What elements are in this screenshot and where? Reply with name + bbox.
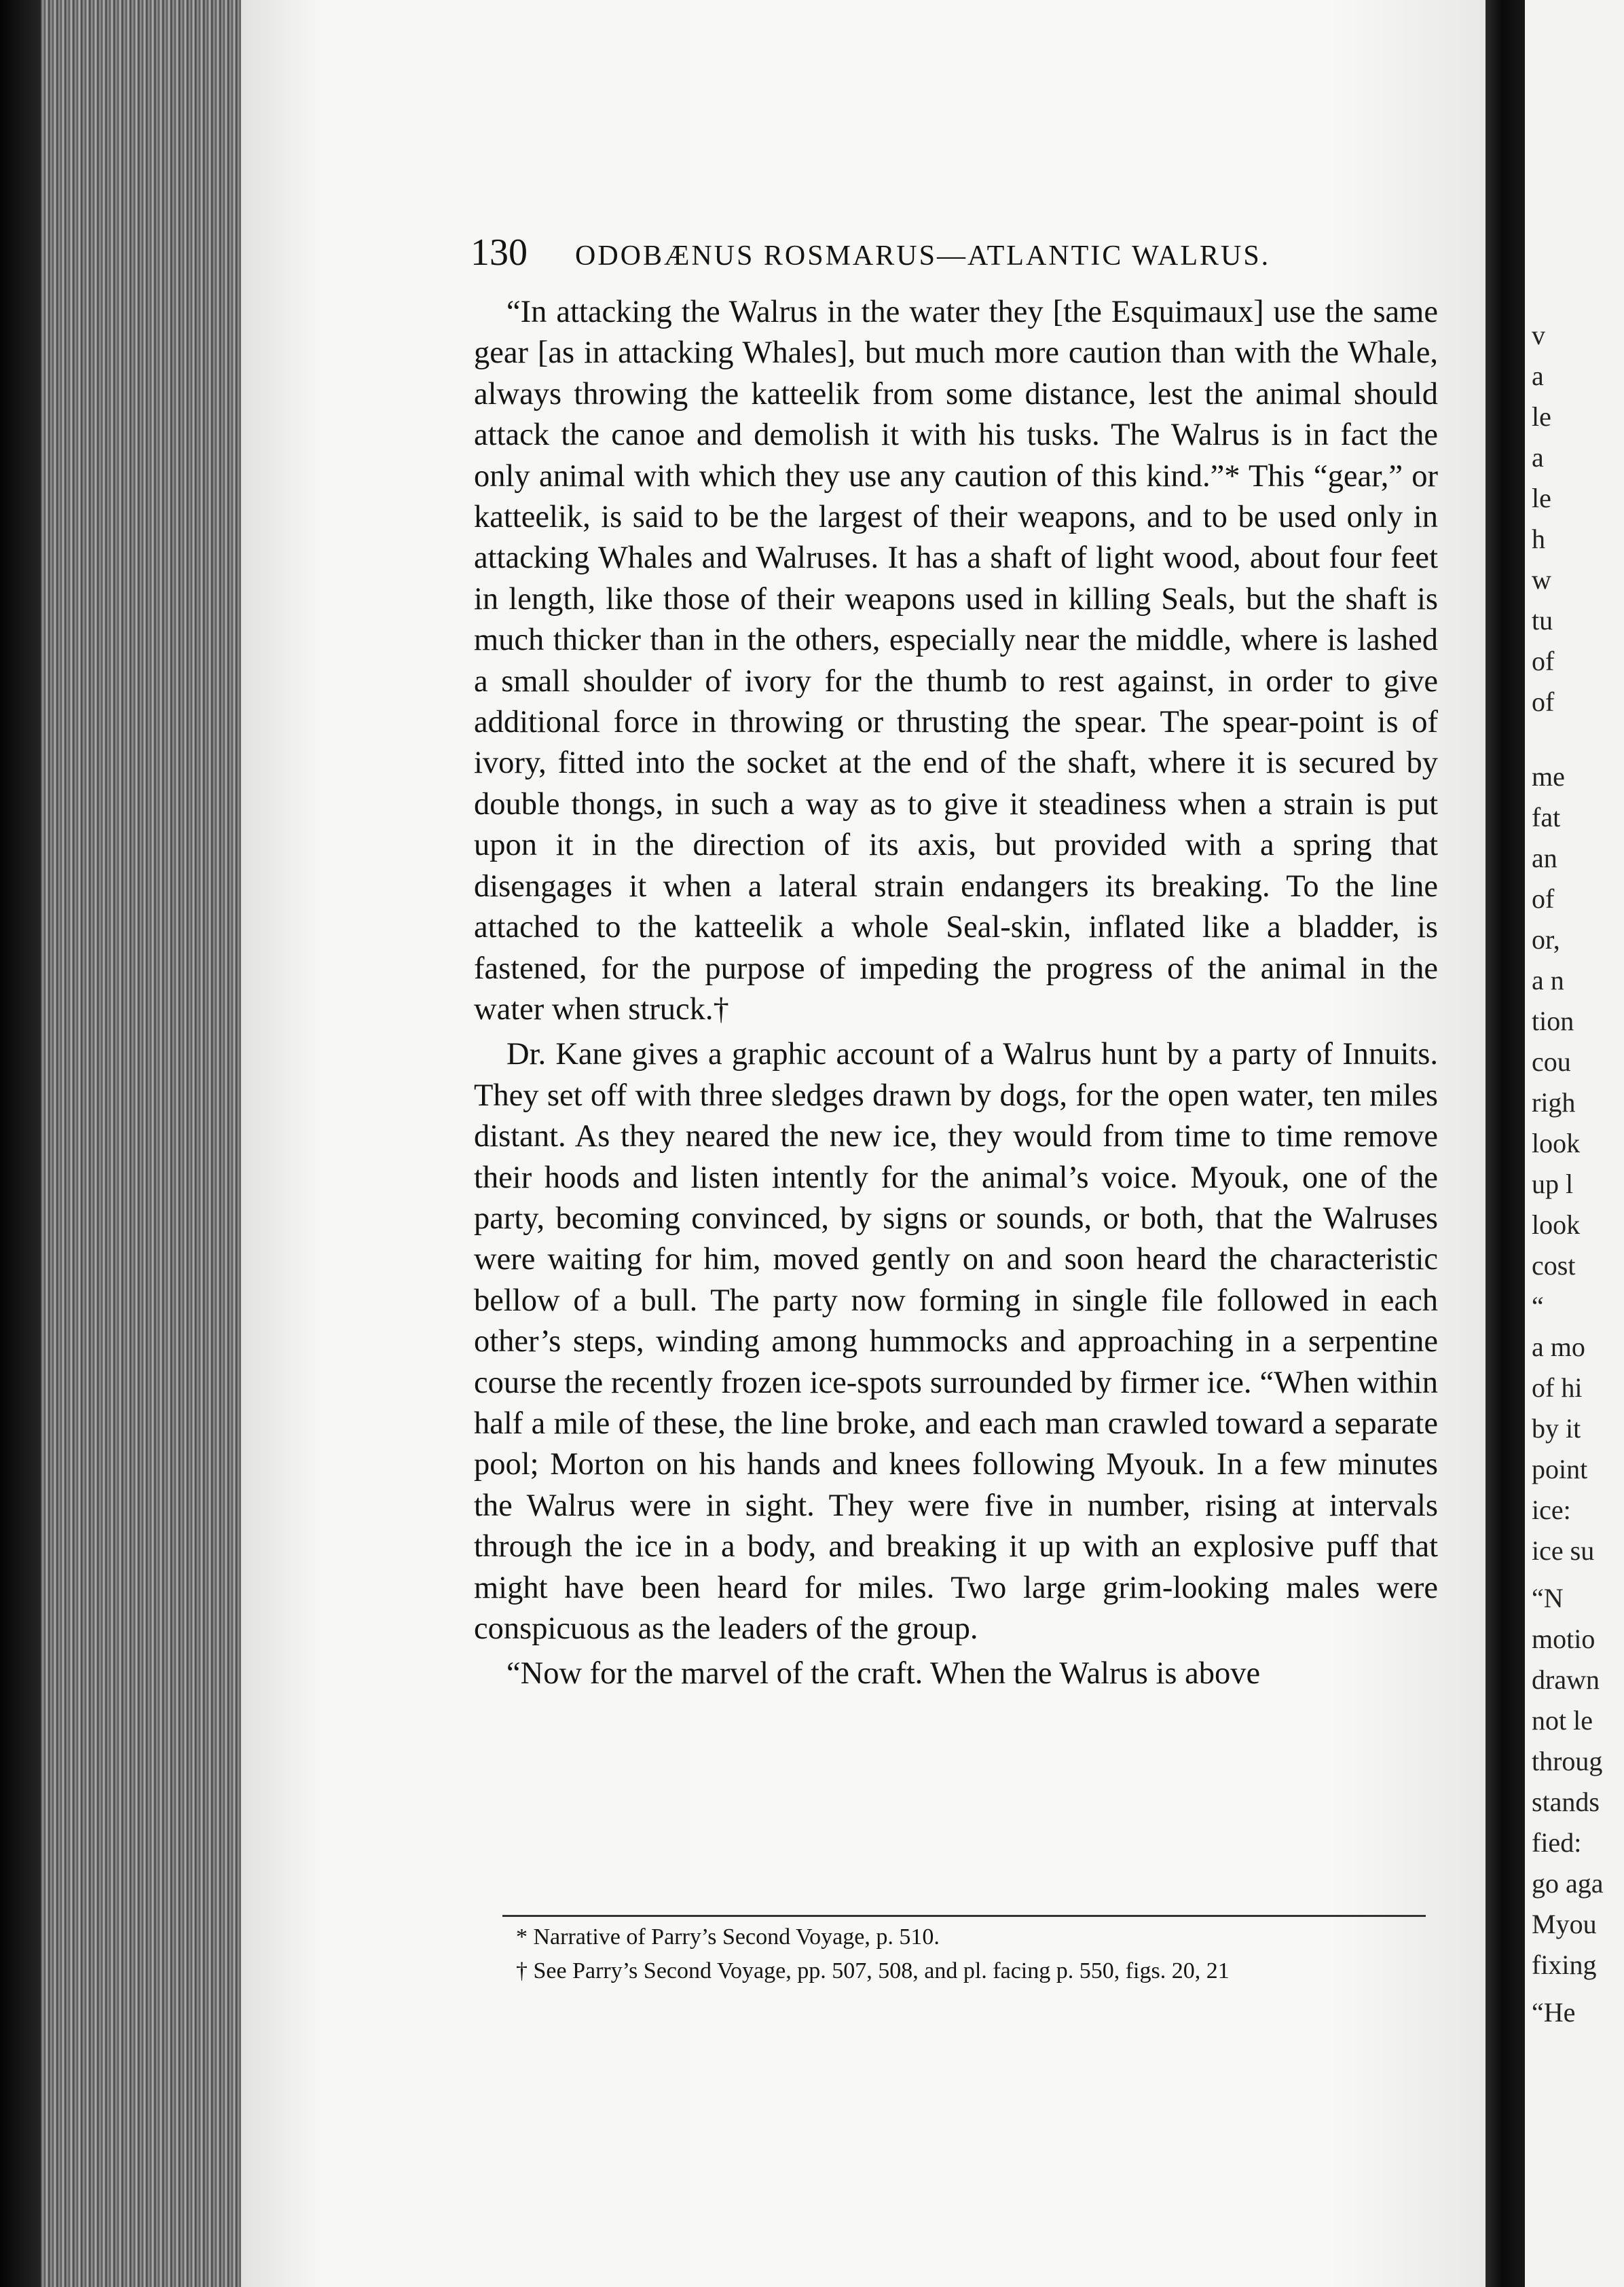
- paragraph: “Now for the marvel of the craft. When the Walrus is above: [506, 1656, 1261, 1691]
- footnote: * Narrative of Parry’s Second Voyage, p. 510.: [516, 1924, 940, 1950]
- body-text: [474, 292, 1438, 1699]
- facing-page-text-fragment: a mo: [1532, 1332, 1585, 1362]
- facing-page-text-fragment: throug: [1532, 1746, 1603, 1776]
- book-gutter: [1485, 0, 1528, 2287]
- paragraph: Dr. Kane gives a graphic account of a Walrus hunt by a party of Innuits. They set off with three sledges drawn by dogs, for the open water, ten miles distant. As they neared the new ice, they would from time to time remove their hoods and listen intently for the animal’s voice. Myouk, one of the party, becoming convinced, by signs or sounds, or both, that the Walruses were waiting for him, moved gently on and soon heard the characteristic bellow of a bull. The party now forming in single file followed in each other’s steps, winding among hummocks and approaching in a serpentine course the recently frozen ice-spots surrounded by firmer ice. “When within half a mile of these, the line broke, and each man crawled toward a separate pool; Morton on his hands and knees following Myouk. In a few minutes the Walrus were in sight. They were five in number, rising at intervals through the ice in a body, and breaking it up with an explosive puff that might have been heard for miles. Two large grim-looking males were conspicuous as the leaders of the group.: [474, 1037, 1438, 1646]
- facing-page-text-fragment: or,: [1532, 924, 1560, 955]
- facing-page-text-fragment: tu: [1532, 605, 1553, 636]
- facing-page-text-fragment: “He: [1532, 1997, 1576, 2028]
- footnote-rule: [502, 1915, 1426, 1917]
- book-page-edges: [41, 0, 244, 2287]
- facing-page-text-fragment: an: [1532, 843, 1557, 873]
- facing-page-text-fragment: le: [1532, 401, 1551, 432]
- facing-page-text-fragment: righ: [1532, 1087, 1576, 1118]
- facing-page-text-fragment: “: [1532, 1291, 1544, 1321]
- footnote: † See Parry’s Second Voyage, pp. 507, 508, and pl. facing p. 550, figs. 20, 21: [516, 1958, 1230, 1983]
- facing-page-text-fragment: fied:: [1532, 1827, 1582, 1858]
- facing-page-text-fragment: look: [1532, 1128, 1581, 1158]
- facing-page-text-fragment: a: [1532, 442, 1544, 473]
- page-number: 130: [470, 232, 528, 274]
- facing-page-text-fragment: h: [1532, 524, 1545, 554]
- facing-page-text-fragment: of hi: [1532, 1372, 1583, 1403]
- facing-page-text-fragment: a: [1532, 361, 1544, 391]
- facing-page-text-fragment: up l: [1532, 1169, 1574, 1199]
- facing-page-text-fragment: go aga: [1532, 1868, 1604, 1899]
- facing-page-text-fragment: “N: [1532, 1583, 1564, 1613]
- running-title: ODOBÆNUS ROSMARUS—ATLANTIC WALRUS.: [575, 240, 1271, 272]
- facing-page-text-fragment: fat: [1532, 802, 1561, 833]
- facing-page-text-fragment: le: [1532, 483, 1551, 513]
- facing-page-text-fragment: ice:: [1532, 1495, 1571, 1525]
- facing-page-text-fragment: not le: [1532, 1705, 1593, 1736]
- facing-page-text-fragment: cou: [1532, 1046, 1571, 1077]
- paragraph: “In attacking the Walrus in the water they [the Esquimaux] use the same gear [as in attacking Whales], but much more caution than with the Whale, always throwing the katteelik from some distance, lest the animal should attack the canoe and demolish it with his tusks. The Walrus is in fact the only animal with which they use any caution of this kind.”* This “gear,” or katteelik, is said to be the largest of their weapons, and to be used only in attacking Whales and Walruses. It has a shaft of light wood, about four feet in length, like those of their weapons used in killing Seals, but the shaft is much thicker than in the others, especially near the middle, where is lashed a small shoulder of ivory for the thumb to rest against, in order to give additional force in throwing or thrusting the spear. The spear-point is of ivory, fitted into the socket at the end of the shaft, where it is secured by double thongs, in such a way as to give it steadiness when a strain is put upon it in the direction of its axis, but provided with a spring that disengages it when a lateral strain endangers its breaking. To the line attached to the katteelik a whole Seal-skin, inflated like a bladder, is fastened, for the purpose of impeding the progress of the animal in the water when struck.†: [474, 295, 1438, 1027]
- facing-page-text-fragment: look: [1532, 1209, 1581, 1240]
- facing-page-text-fragment: motio: [1532, 1624, 1595, 1654]
- facing-page-text-fragment: stands: [1532, 1787, 1600, 1817]
- facing-page-text-fragment: me: [1532, 761, 1565, 792]
- facing-page-text-fragment: of: [1532, 646, 1555, 676]
- facing-page-text-fragment: fixing: [1532, 1950, 1597, 1980]
- facing-page-text-fragment: cost: [1532, 1250, 1576, 1281]
- footnotes: [516, 1920, 1439, 1988]
- facing-page-text-fragment: by it: [1532, 1413, 1581, 1444]
- facing-page-text-fragment: point: [1532, 1454, 1588, 1484]
- facing-page-text-fragment: ice su: [1532, 1535, 1595, 1566]
- facing-page-text-fragment: tion: [1532, 1006, 1574, 1036]
- facing-page-text-fragment: Myou: [1532, 1909, 1597, 1939]
- facing-page: [1525, 0, 1624, 2287]
- page-header: [470, 231, 1353, 278]
- facing-page-text-fragment: w: [1532, 564, 1551, 595]
- facing-page-text-fragment: drawn: [1532, 1664, 1600, 1695]
- facing-page-text-fragment: a n: [1532, 965, 1564, 995]
- facing-page-text-fragment: of: [1532, 687, 1555, 717]
- facing-page-text-fragment: of: [1532, 883, 1555, 914]
- facing-page-text-fragment: v: [1532, 320, 1545, 350]
